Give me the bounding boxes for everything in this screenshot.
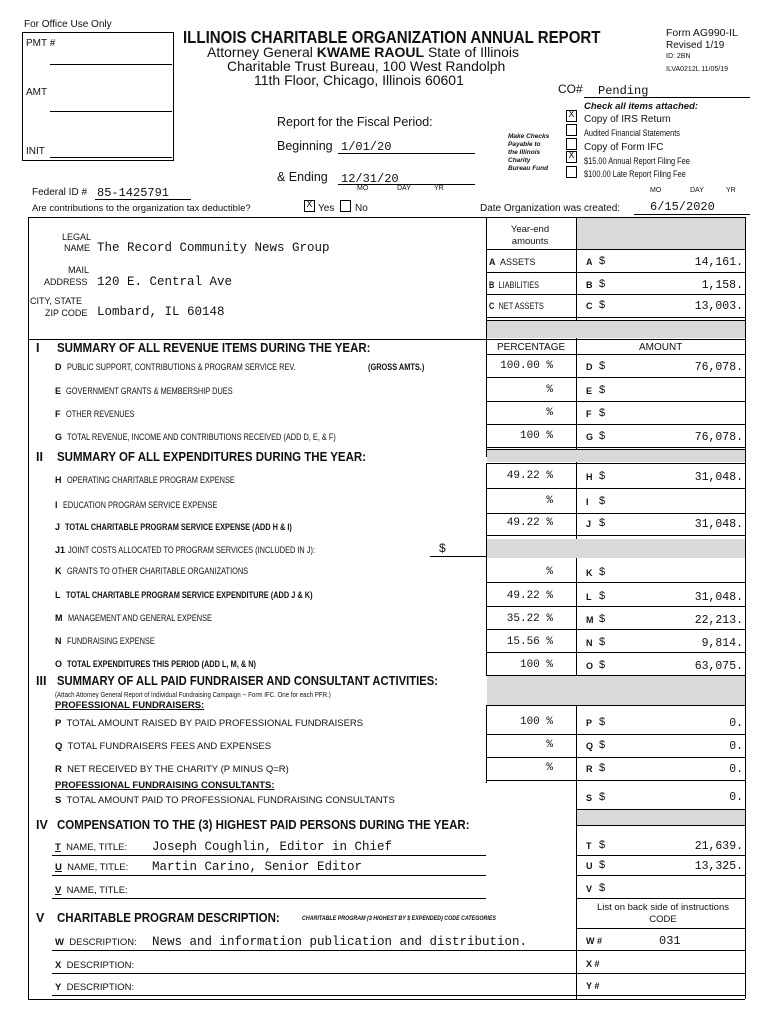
u-code: U [586,861,593,871]
g-row-label: G TOTAL REVENUE, INCOME AND CONTRIBUTIONS RECEIVED (ADD D, E, & F) [55,432,336,442]
m-row-label: M MANAGEMENT AND GENERAL EXPENSE [55,613,212,623]
r-percentage[interactable]: % [546,762,553,774]
y-row-label: Y DESCRIPTION: [55,982,135,993]
assets-code: A [586,257,593,267]
u-value[interactable]: 13,325. [694,860,743,873]
p-dollar: $ [599,716,606,728]
co-label: CO# [558,82,583,96]
o-dollar: $ [599,659,606,671]
section-1-title: SUMMARY OF ALL REVENUE ITEMS DURING THE YEAR: [57,341,371,355]
g-code: G [586,432,594,442]
v-code: V [586,884,593,894]
percentage-header: PERCENTAGE [497,342,566,353]
p-value[interactable]: 0. [729,717,743,730]
org-address[interactable]: 120 E. Central Ave [97,275,233,289]
t-row-label: T NAME, TITLE: [55,842,128,853]
form-ilva: ILVA0212L 11/05/19 [666,66,729,73]
checklist-title: Check all items attached: [584,101,699,112]
h-value[interactable]: 31,048. [694,471,743,484]
j-dollar: $ [599,517,606,529]
h-code: H [586,472,593,482]
section-2-title: SUMMARY OF ALL EXPENDITURES DURING THE YEAR: [57,450,367,464]
q-value[interactable]: 0. [729,740,743,753]
j-row-label: J TOTAL CHARITABLE PROGRAM SERVICE EXPENSE (ADD H & I) [55,522,292,532]
g-dollar: $ [599,430,606,442]
y-code: Y # [586,981,600,991]
deductible-no-label: No [355,203,368,214]
form-title: ILLINOIS CHARITABLE ORGANIZATION ANNUAL REPORT [183,27,601,47]
d-percentage[interactable]: 100.00 % [500,360,553,372]
m-dollar: $ [599,613,606,625]
i-dollar: $ [599,495,606,507]
j1-row: J1 JOINT COSTS ALLOCATED TO PROGRAM SERVICES (INCLUDED IN J): [55,545,315,555]
section-1-number: I [36,341,40,355]
ending-label: & Ending [277,170,328,184]
f-code: F [586,409,592,419]
pc-heading: PROFESSIONAL FUNDRAISING CONSULTANTS: [55,780,275,791]
k-row-label: K GRANTS TO OTHER CHARITABLE ORGANIZATIONS [55,566,248,576]
s-code: S [586,793,593,803]
q-dollar: $ [599,739,606,751]
f-row-label: F OTHER REVENUES [55,409,134,419]
d-row-label: D PUBLIC SUPPORT, CONTRIBUTIONS & PROGRAM SERVICE REV. [55,362,296,372]
k-percentage[interactable]: % [546,566,553,578]
check-audited-statements-label: Audited Financial Statements [584,128,681,138]
date-created-value[interactable]: 6/15/2020 [650,200,715,214]
k-dollar: $ [599,566,606,578]
section-5-subtitle: CHARITABLE PROGRAM (3 HIGHEST BY $ EXPENDED) CODE CATEGORIES [302,915,496,922]
h-row-label: H OPERATING CHARITABLE PROGRAM EXPENSE [55,475,235,485]
w-description[interactable]: News and information publication and distribution. [152,935,528,949]
date-created-label: Date Organization was created: [480,203,621,214]
check-audited-statements[interactable] [566,124,577,136]
deductible-no-checkbox[interactable] [340,200,351,212]
n-row-label: N FUNDRAISING EXPENSE [55,636,155,646]
check-late-fee[interactable] [566,166,577,178]
s-row-label: S TOTAL AMOUNT PAID TO PROFESSIONAL FUNDRAISING CONSULTANTS [55,795,395,806]
beginning-label: Beginning [277,139,333,153]
legal-label: LEGAL [62,232,92,242]
created-day-label: DAY [690,187,704,194]
liabilities-dollar: $ [599,278,606,290]
f-percentage[interactable]: % [546,407,553,419]
i-percentage[interactable]: % [546,495,553,507]
net-assets-value[interactable]: 13,003. [694,300,743,313]
q-percentage[interactable]: % [546,739,553,751]
e-code: E [586,386,593,396]
assets-label: A ASSETS [489,257,536,267]
co-value[interactable]: Pending [598,84,649,98]
zip-label: ZIP CODE [45,308,88,318]
v-dollar: $ [599,882,606,894]
ending-day-label: DAY [397,185,411,192]
r-row-label: R NET RECEIVED BY THE CHARITY (P MINUS Q=R) [55,764,289,775]
n-percentage[interactable]: 15.56 % [506,636,553,648]
d-value[interactable]: 76,078. [694,361,743,374]
amt-label: AMT [26,87,48,98]
u-row-label: U NAME, TITLE: [55,862,129,873]
o-code: O [586,661,594,671]
f-dollar: $ [599,407,606,419]
d-code: D [586,362,593,372]
r-code: R [586,764,593,774]
gross-amts-note: (GROSS AMTS.) [368,362,425,372]
s-value[interactable]: 0. [729,791,743,804]
federal-id-value[interactable]: 85-1425791 [97,186,170,200]
section-4-number: IV [36,818,48,832]
u-dollar: $ [599,859,606,871]
assets-value[interactable]: 14,161. [694,256,743,269]
ag-line: Attorney General KWAME RAOUL State of Illinois [207,44,520,60]
t-dollar: $ [599,839,606,851]
name-label: NAME [64,243,91,253]
x-code: X # [586,959,600,969]
section-5-title: CHARITABLE PROGRAM DESCRIPTION: [57,911,280,925]
form-revised: Revised 1/19 [666,40,725,51]
make-checks-note: Make Checks Payable to the Illinois Charity Bureau Fund [508,133,550,172]
u-person[interactable]: Martin Carino, Senior Editor [152,860,363,874]
d-dollar: $ [599,360,606,372]
e-dollar: $ [599,384,606,396]
q-row-label: Q TOTAL FUNDRAISERS FEES AND EXPENSES [55,741,272,752]
ending-yr-label: YR [434,185,444,192]
org-city[interactable]: Lombard, IL 60148 [97,305,225,319]
created-yr-label: YR [726,187,736,194]
g-value[interactable]: 76,078. [694,431,743,444]
h-dollar: $ [599,470,606,482]
section-3-title: SUMMARY OF ALL PAID FUNDRAISER AND CONSULTANT ACTIVITIES: [57,674,439,688]
e-percentage[interactable]: % [546,384,553,396]
deductible-yes-checkbox[interactable]: X [304,200,315,212]
e-row-label: E GOVERNMENT GRANTS & MEMBERSHIP DUES [55,386,233,396]
check-late-fee-label: $100.00 Late Report Filing Fee [584,169,686,179]
p-row-label: P TOTAL AMOUNT RAISED BY PAID PROFESSIONAL FUNDRAISERS [55,718,364,729]
l-value[interactable]: 31,048. [694,591,743,604]
section-3-number: III [36,674,47,688]
l-percentage[interactable]: 49.22 % [506,590,553,602]
r-value[interactable]: 0. [729,763,743,776]
ending-date[interactable]: 12/31/20 [341,172,399,186]
t-value[interactable]: 21,639. [694,840,743,853]
net-assets-label: C NET ASSETS [489,301,544,311]
t-code: T [586,841,592,851]
amount-header: AMOUNT [639,342,683,353]
j-value[interactable]: 31,048. [694,518,743,531]
check-form-ifc[interactable] [566,138,577,150]
office-use-label: For Office Use Only [24,19,112,30]
m-code: M [586,615,594,625]
l-row-label: L TOTAL CHARITABLE PROGRAM SERVICE EXPENDITURE (ADD J & K) [55,590,313,600]
assets-dollar: $ [599,255,606,267]
w-code-value[interactable]: 031 [659,934,681,948]
net-assets-dollar: $ [599,299,606,311]
h-percentage[interactable]: 49.22 % [506,470,553,482]
ending-mo-label: MO [357,185,369,192]
p-code: P [586,718,593,728]
section-5-number: V [36,911,45,925]
check-annual-fee[interactable]: X [566,151,577,163]
pf-heading: PROFESSIONAL FUNDRAISERS: [55,700,205,711]
bureau-line: Charitable Trust Bureau, 100 West Randolph [227,58,506,74]
liabilities-value[interactable]: 1,158. [701,279,743,292]
deductible-yes-label: Yes [318,203,335,214]
check-form-ifc-label: Copy of Form IFC [584,142,664,153]
p-percentage[interactable]: 100 % [519,716,553,728]
j1-dollar: $ [439,541,446,555]
g-percentage[interactable]: 100 % [519,430,553,442]
i-row-label: I EDUCATION PROGRAM SERVICE EXPENSE [55,500,217,510]
q-code: Q [586,741,594,751]
j-code: J [586,519,592,529]
form-number: Form AG990-IL [666,27,738,39]
pmt-label: PMT # [26,38,56,49]
liabilities-label: B LIABILITIES [489,280,540,290]
org-name[interactable]: The Record Community News Group [97,241,330,255]
deductible-question: Are contributions to the organization tax deductible? [32,203,251,214]
o-value[interactable]: 63,075. [694,660,743,673]
fiscal-period-label: Report for the Fiscal Period: [277,115,433,129]
beginning-date[interactable]: 1/01/20 [341,140,392,154]
w-row-label: W DESCRIPTION: [55,937,137,948]
created-mo-label: MO [650,187,662,194]
w-code: W # [586,936,603,946]
year-end-header: Year-end amounts [510,224,550,247]
section-4-title: COMPENSATION TO THE (3) HIGHEST PAID PERSONS DURING THE YEAR: [57,818,470,832]
check-irs-return-label: Copy of IRS Return [584,114,671,125]
form-id: ID: 2BN [666,53,691,60]
i-code: I [586,497,589,507]
mail-label: MAIL [68,265,90,275]
t-person[interactable]: Joseph Coughlin, Editor in Chief [152,840,393,854]
j-percentage[interactable]: 49.22 % [506,517,553,529]
check-irs-return[interactable]: X [566,110,577,122]
city-state-label: CITY, STATE [30,296,83,306]
o-percentage[interactable]: 100 % [519,659,553,671]
l-code: L [586,592,592,602]
s-dollar: $ [599,791,606,803]
ag-name: KWAME RAOUL [316,44,425,60]
section-2-number: II [36,450,43,464]
k-code: K [586,568,593,578]
m-percentage[interactable]: 35.22 % [506,613,553,625]
v-row-label: V NAME, TITLE: [55,885,128,896]
n-dollar: $ [599,636,606,648]
section-3-note: (Attach Attorney General Report of Individual Fundraising Campaign -- Form IFC. One for each PFR.) [55,690,331,699]
federal-id-label: Federal ID # [32,187,88,198]
floor-line: 11th Floor, Chicago, Illinois 60601 [254,72,464,88]
x-row-label: X DESCRIPTION: [55,960,135,971]
init-label: INIT [26,146,45,157]
check-annual-fee-label: $15.00 Annual Report Filing Fee [584,156,690,166]
code-header: List on back side of instructions CODE [596,902,729,925]
liabilities-code: B [586,280,593,290]
m-value[interactable]: 22,213. [694,614,743,627]
r-dollar: $ [599,762,606,774]
address-label: ADDRESS [44,277,88,287]
l-dollar: $ [599,590,606,602]
n-value[interactable]: 9,814. [701,637,743,650]
o-row-label: O TOTAL EXPENDITURES THIS PERIOD (ADD L, M, & N) [55,659,257,669]
net-assets-code: C [586,301,593,311]
n-code: N [586,638,593,648]
